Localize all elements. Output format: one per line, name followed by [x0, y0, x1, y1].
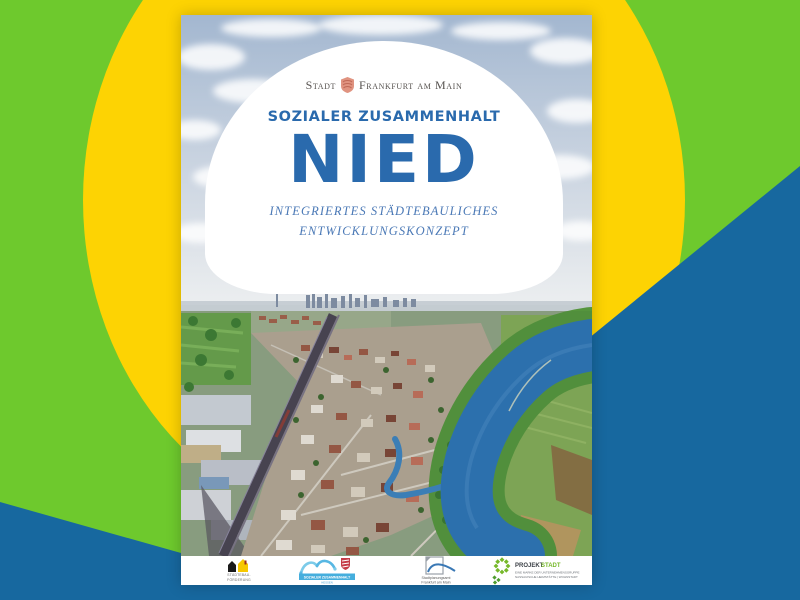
stadtplanungsamt-line2: Frankfurt am Main	[421, 580, 451, 585]
hessen-programm-icon	[293, 556, 377, 585]
cover-subtitle-line1: INTEGRIERTES STÄDTEBAULICHES	[269, 204, 499, 219]
staedtebaufoerderung-line1: STÄDTEBAU-	[227, 573, 251, 578]
cover-page	[181, 15, 592, 585]
projektstadt-icon	[491, 556, 587, 585]
cover-kicker: SOZIALER ZUSAMMENHALT	[267, 109, 501, 125]
logo-stadtplanungsamt	[403, 556, 469, 585]
title-blob	[205, 41, 563, 294]
logo-staedtebaufoerderung	[217, 556, 261, 585]
city-logo	[205, 77, 563, 93]
cover-subtitle-line2: ENTWICKLUNGSKONZEPT	[299, 223, 469, 238]
hessen-banner-text: SOZIALER ZUSAMMENHALT	[303, 575, 351, 580]
logo-hessen-programm	[293, 556, 377, 585]
cover-title: NIED	[288, 121, 480, 198]
projektstadt-brand-dark: PROJEKT	[515, 563, 544, 569]
projektstadt-subline2: NASSAUISCHE HEIMSTÄTTE | WOHNSTADT	[515, 575, 578, 579]
logo-projektstadt	[491, 556, 587, 585]
partner-logo-bar	[181, 556, 592, 585]
projektstadt-brand-green: STADT	[541, 563, 561, 569]
staedtebaufoerderung-line2: FÖRDERUNG	[227, 577, 251, 582]
frankfurt-crest-icon	[341, 77, 354, 93]
stadtplanungsamt-line1: Stadtplanungsamt	[421, 576, 451, 580]
city-logo-suffix: Frankfurt am Main	[359, 77, 463, 92]
stadtplanungsamt-icon	[413, 556, 459, 585]
staedtebaufoerderung-icon	[227, 559, 251, 573]
cover-subtitle	[205, 202, 563, 241]
city-logo-prefix: Stadt	[305, 77, 337, 92]
hessen-subline-text: HESSEN	[321, 580, 333, 585]
projektstadt-subline1: EINE MARKE DER UNTERNEHMENSGRUPPE	[515, 570, 580, 575]
